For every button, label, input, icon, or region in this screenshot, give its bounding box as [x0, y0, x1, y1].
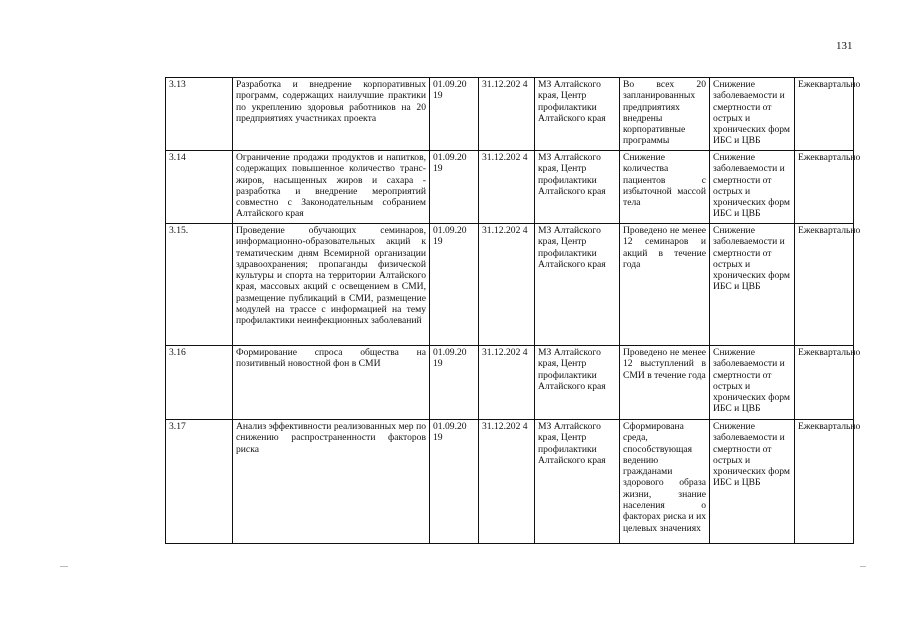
activity-cell: Анализ эффективности реализованных мер по снижению распространенности факторов риска — [233, 420, 430, 544]
row-number: 3.14 — [166, 151, 233, 224]
scan-artifact-line — [860, 566, 866, 567]
result-cell: Снижение количества пациентов с избыточной массой тела — [620, 151, 710, 224]
scan-artifact-line — [60, 566, 68, 567]
start-date-cell: 01.09.20 19 — [430, 224, 479, 346]
row-number: 3.13 — [166, 78, 233, 151]
table-row — [166, 78, 854, 151]
table-row — [166, 346, 854, 420]
responsible-cell: МЗ Алтайского края, Центр профилактики Алтайского края — [535, 151, 620, 224]
indicator-cell: Снижение заболеваемости и смертности от острых и хронических форм ИБС и ЦВБ — [710, 78, 795, 151]
activities-table — [165, 77, 861, 544]
indicator-cell: Снижение заболеваемости и смертности от острых и хронических форм ИБС и ЦВБ — [710, 151, 795, 224]
table-row — [166, 420, 854, 544]
responsible-cell: МЗ Алтайского края, Центр профилактики Алтайского края — [535, 346, 620, 420]
result-cell: Проведено не менее 12 выступлений в СМИ в течение года — [620, 346, 710, 420]
result-cell: Во всех 20 запланированных предприятиях внедрены корпоративные программы — [620, 78, 710, 151]
frequency-cell: Ежеквартально — [795, 346, 854, 420]
activity-cell: Проведение обучающих семинаров, информационно-образовательных акций к тематическим дням Всемирной организации здравоохранения; пропаганды физической культуры и спорта на территории Алтайского края, массовых акций с освещением в СМИ, размещение публикаций в СМИ, размещение модулей на трассе с информацией на тему профилактики неинфекционных заболеваний — [233, 224, 430, 346]
frequency-cell: Ежеквартально — [795, 224, 854, 346]
end-date-cell: 31.12.202 4 — [479, 151, 535, 224]
activity-cell: Ограничение продажи продуктов и напитков, содержащих повышенное количество транс-жиров, насыщенных жиров и сахара - разработка и внедрение мероприятий совместно с Законодательным собранием Алтайского края — [233, 151, 430, 224]
page-number: 131 — [836, 40, 853, 52]
frequency-cell: Ежеквартально — [795, 78, 854, 151]
start-date-cell: 01.09.20 19 — [430, 346, 479, 420]
result-cell: Проведено не менее 12 семинаров и акций в течение года — [620, 224, 710, 346]
responsible-cell: МЗ Алтайского края, Центр профилактики Алтайского края — [535, 224, 620, 346]
end-date-cell: 31.12.202 4 — [479, 78, 535, 151]
responsible-cell: МЗ Алтайского края, Центр профилактики Алтайского края — [535, 420, 620, 544]
start-date-cell: 01.09.20 19 — [430, 78, 479, 151]
row-number: 3.15. — [166, 224, 233, 346]
end-date-cell: 31.12.202 4 — [479, 224, 535, 346]
row-number: 3.16 — [166, 346, 233, 420]
indicator-cell: Снижение заболеваемости и смертности от острых и хронических форм ИБС и ЦВБ — [710, 346, 795, 420]
row-number: 3.17 — [166, 420, 233, 544]
frequency-cell: Ежеквартально — [795, 151, 854, 224]
responsible-cell: МЗ Алтайского края, Центр профилактики Алтайского края — [535, 78, 620, 151]
activity-cell: Разработка и внедрение корпоративных программ, содержащих наилучшие практики по укреплению здоровья работников на 20 предприятиях участниках проекта — [233, 78, 430, 151]
table-row — [166, 151, 854, 224]
frequency-cell: Ежеквартально — [795, 420, 854, 544]
start-date-cell: 01.09.20 19 — [430, 151, 479, 224]
end-date-cell: 31.12.202 4 — [479, 346, 535, 420]
table-row — [166, 224, 854, 346]
indicator-cell: Снижение заболеваемости и смертности от острых и хронических форм ИБС и ЦВБ — [710, 420, 795, 544]
start-date-cell: 01.09.20 19 — [430, 420, 479, 544]
indicator-cell: Снижение заболеваемости и смертности от острых и хронических форм ИБС и ЦВБ — [710, 224, 795, 346]
result-cell: Сформирована среда, способствующая ведению гражданами здорового образа жизни, знание населения о факторах риска и их целевых значениях — [620, 420, 710, 544]
activity-cell: Формирование спроса общества на позитивный новостной фон в СМИ — [233, 346, 430, 420]
end-date-cell: 31.12.202 4 — [479, 420, 535, 544]
